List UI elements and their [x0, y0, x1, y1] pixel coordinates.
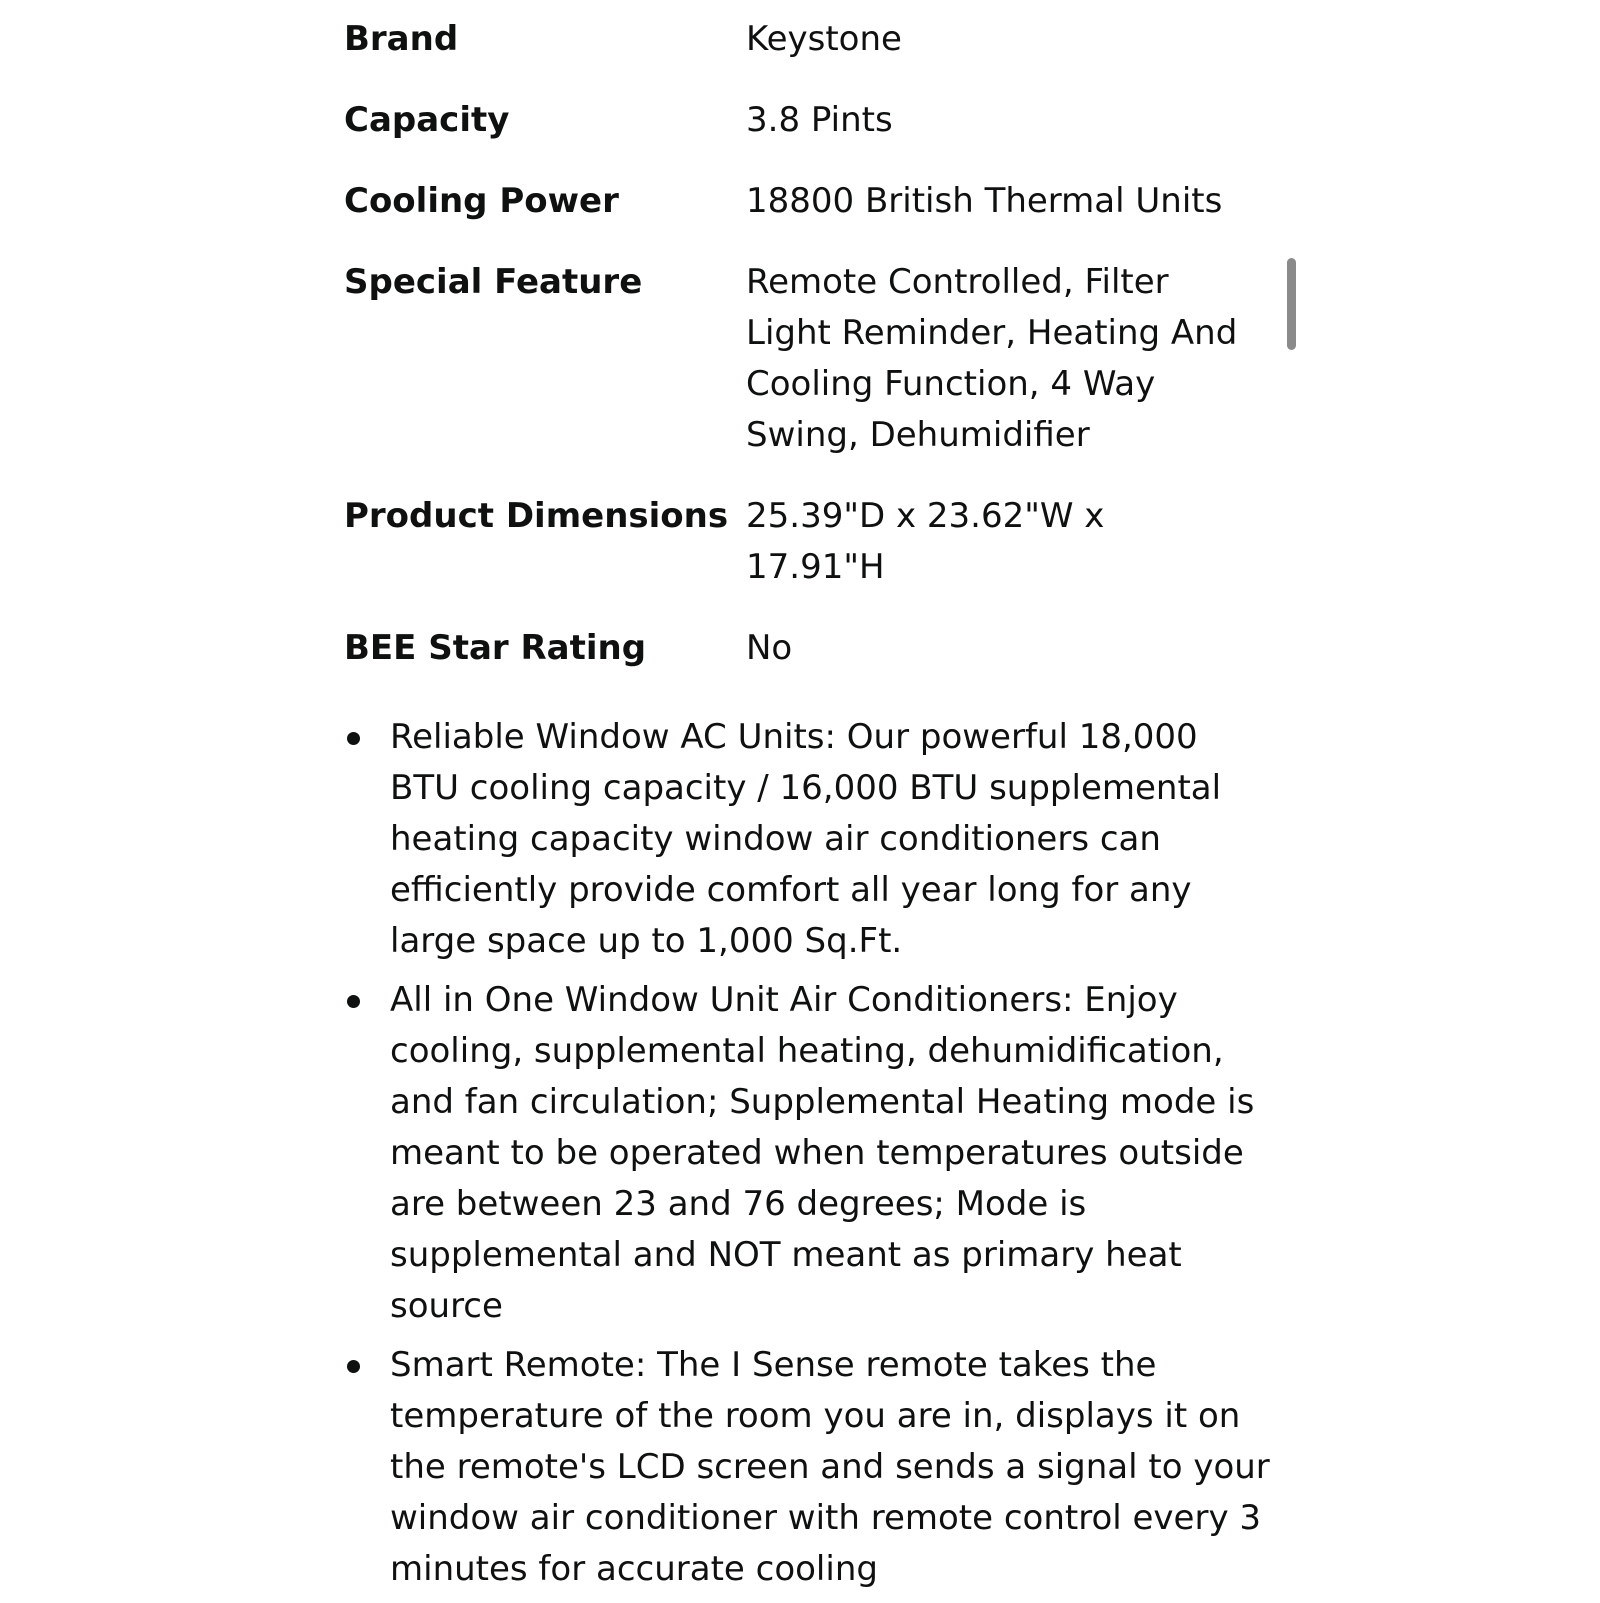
spec-row-product-dimensions	[344, 491, 1274, 593]
spec-label: Brand	[344, 19, 459, 59]
spec-value: 3.8 Pints	[746, 100, 893, 140]
spec-label: Capacity	[344, 100, 510, 140]
spec-row-brand	[344, 14, 1274, 65]
spec-value: 25.39"D x 23.62"W x 17.91"H	[746, 496, 1105, 587]
spec-row-special-feature	[344, 257, 1274, 461]
spec-row-capacity	[344, 95, 1274, 146]
feature-bullet	[344, 975, 1274, 1332]
bullet-dot-icon	[347, 732, 360, 745]
spec-label: Product Dimensions	[344, 496, 729, 536]
spec-row-bee-star-rating	[344, 623, 1274, 674]
spec-value: Keystone	[746, 19, 902, 59]
feature-bullet-list	[344, 712, 1274, 1595]
feature-bullet	[344, 1340, 1274, 1595]
spec-label: BEE Star Rating	[344, 628, 647, 668]
spec-table	[344, 14, 1274, 674]
spec-label: Cooling Power	[344, 181, 619, 221]
feature-bullet-text: All in One Window Unit Air Conditioners: Enjoy cooling, supplemental heating, dehumidification, and fan circulation; Supplemental Heating mode is meant to be operated when temperatures outside are between 23 and 76 degrees; Mode is supplemental and NOT meant as primary heat source	[390, 980, 1255, 1326]
feature-bullet-text: Smart Remote: The I Sense remote takes the temperature of the room you are in, displays it on the remote's LCD screen and sends a signal to your window air conditioner with remote control every 3 minutes for accurate cooling	[390, 1345, 1270, 1589]
bullet-dot-icon	[347, 995, 360, 1008]
spec-value: No	[746, 628, 793, 668]
spec-row-cooling-power	[344, 176, 1274, 227]
feature-bullet-text: Reliable Window AC Units: Our powerful 18,000 BTU cooling capacity / 16,000 BTU supplemental heating capacity window air conditioners can efficiently provide comfort all year long for any large space up to 1,000 Sq.Ft.	[390, 717, 1222, 961]
scrollbar-thumb[interactable]	[1287, 258, 1296, 350]
spec-value: 18800 British Thermal Units	[746, 181, 1223, 221]
product-details	[344, 14, 1274, 1603]
feature-bullet	[344, 712, 1274, 967]
spec-label: Special Feature	[344, 262, 643, 302]
bullet-dot-icon	[347, 1360, 360, 1373]
spec-value: Remote Controlled, Filter Light Reminder, Heating And Cooling Function, 4 Way Swing, Dehumidifier	[746, 262, 1238, 455]
